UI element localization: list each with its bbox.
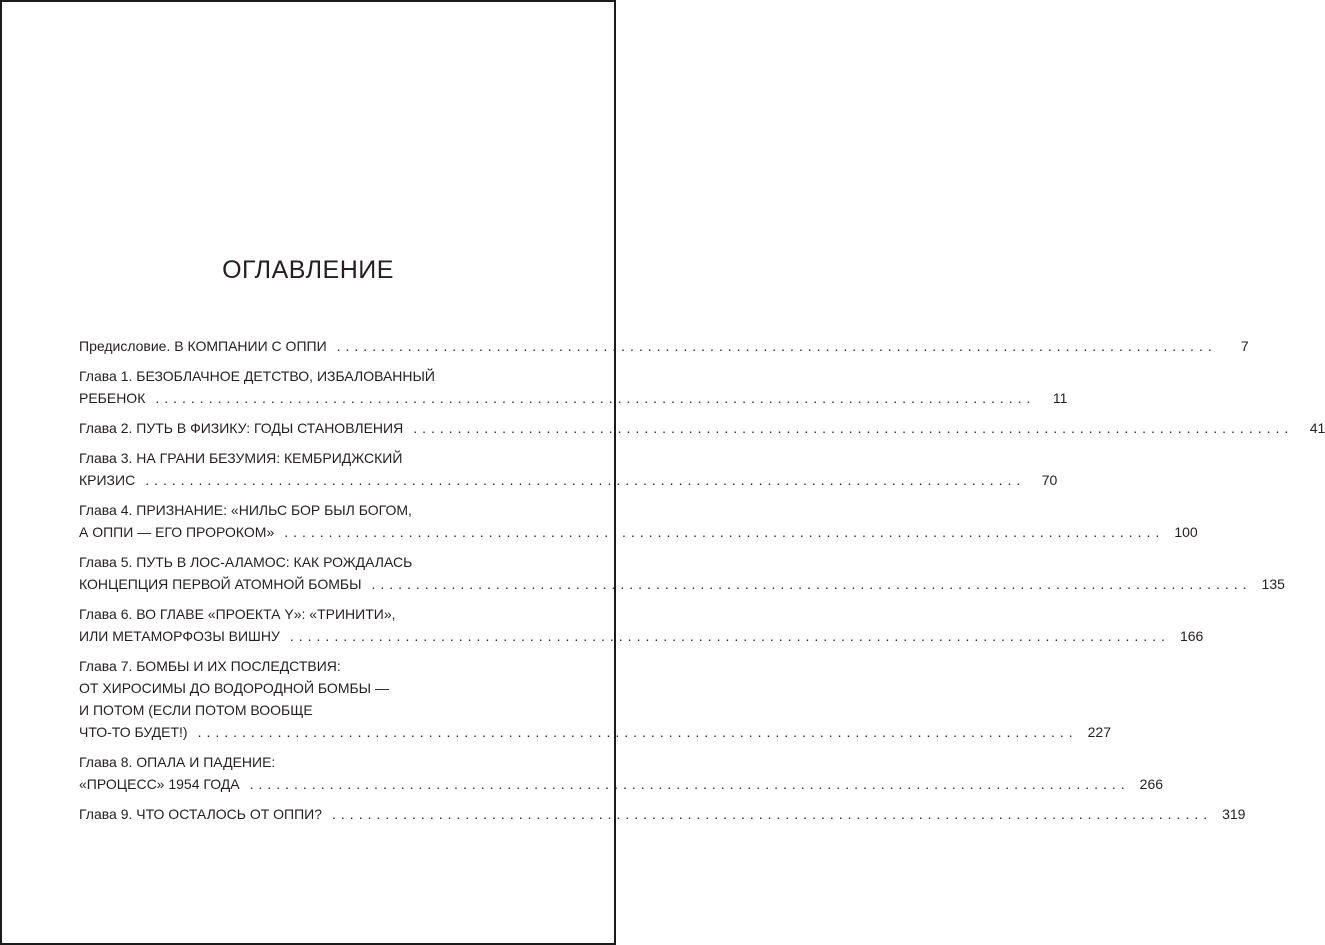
- toc-entry-text: Глава 5. ПУТЬ В ЛОС-АЛАМОС: КАК РОЖДАЛАСЬ: [79, 554, 413, 570]
- toc-page-number: 7: [1240, 338, 1249, 354]
- toc-entry[interactable]: [79, 335, 1249, 357]
- toc-page-number: 166: [1179, 628, 1204, 644]
- toc-page-number: 100: [1174, 524, 1198, 540]
- toc-entry-text: Предисловие. В КОМПАНИИ С ОППИ: [79, 338, 327, 354]
- toc-entry-last-line: [79, 773, 1164, 795]
- toc-entry-text: КРИЗИС: [79, 472, 136, 488]
- page-title: ОГЛАВЛЕНИЕ: [222, 256, 394, 284]
- toc-entry-text: Глава 2. ПУТЬ В ФИЗИКУ: ГОДЫ СТАНОВЛЕНИЯ: [79, 420, 404, 436]
- toc-entry-last-line: [79, 335, 1249, 357]
- dot-leader: ...................................................................................................: [336, 338, 1217, 354]
- dot-leader: ...................................................................................................: [289, 628, 1170, 644]
- toc-page-number: 41: [1309, 420, 1325, 436]
- dot-leader: ...................................................................................................: [413, 420, 1294, 436]
- toc-entry-text: Глава 7. БОМБЫ И ИХ ПОСЛЕДСТВИЯ:: [79, 658, 341, 674]
- toc-entry-last-line: [79, 469, 1058, 491]
- toc-entry-text: Глава 4. ПРИЗНАНИЕ: «НИЛЬС БОР БЫЛ БОГОМ,: [79, 502, 412, 518]
- toc-entry-last-line: [79, 521, 1198, 543]
- toc-entry[interactable]: [79, 417, 1325, 439]
- toc-page-number: 319: [1222, 806, 1246, 822]
- toc-entry[interactable]: [79, 499, 1198, 543]
- toc-entry-last-line: [79, 417, 1325, 439]
- toc-entry[interactable]: [79, 603, 1204, 647]
- toc-entry-text: Глава 1. БЕЗОБЛАЧНОЕ ДЕТСТВО, ИЗБАЛОВАННЫЙ: [79, 368, 435, 384]
- toc-entry-text: ЧТО-ТО БУДЕТ!): [79, 724, 188, 740]
- toc-entry[interactable]: [79, 447, 1058, 491]
- toc-entry-last-line: [79, 573, 1285, 595]
- toc-entry-text: ИЛИ МЕТАМОРФОЗЫ ВИШНУ: [79, 628, 280, 644]
- toc-page-number: 266: [1139, 776, 1164, 792]
- toc-entry[interactable]: [79, 551, 1285, 595]
- toc-entry-last-line: [79, 803, 1246, 825]
- toc-entry-text: ОТ ХИРОСИМЫ ДО ВОДОРОДНОЙ БОМБЫ —: [79, 680, 389, 696]
- toc-entry-text: А ОППИ — ЕГО ПРОРОКОМ»: [79, 524, 275, 540]
- toc-entry[interactable]: [79, 365, 1068, 409]
- toc-entry-text: Глава 3. НА ГРАНИ БЕЗУМИЯ: КЕМБРИДЖСКИЙ: [79, 450, 403, 466]
- table-of-contents: [79, 335, 1325, 833]
- toc-page-number: 227: [1087, 724, 1111, 740]
- dot-leader: ...................................................................................................: [332, 806, 1213, 822]
- dot-leader: ...................................................................................................: [155, 390, 1036, 406]
- toc-entry-last-line: [79, 721, 1111, 743]
- toc-entry-text: КОНЦЕПЦИЯ ПЕРВОЙ АТОМНОЙ БОМБЫ: [79, 576, 362, 592]
- dot-leader: ...................................................................................................: [284, 524, 1165, 540]
- dot-leader: ...................................................................................................: [249, 776, 1130, 792]
- toc-entry-text: РЕБЕНОК: [79, 390, 146, 406]
- toc-entry[interactable]: [79, 751, 1164, 795]
- toc-entry-text: Глава 9. ЧТО ОСТАЛОСЬ ОТ ОППИ?: [79, 806, 323, 822]
- toc-entry[interactable]: [79, 655, 1111, 743]
- toc-entry[interactable]: [79, 803, 1246, 825]
- dot-leader: ...................................................................................................: [145, 472, 1026, 488]
- toc-entry-text: «ПРОЦЕСС» 1954 ГОДА: [79, 776, 240, 792]
- toc-entry-last-line: [79, 387, 1068, 409]
- toc-page-number: 135: [1261, 576, 1285, 592]
- toc-page-number: 70: [1041, 472, 1058, 488]
- toc-entry-text: Глава 8. ОПАЛА И ПАДЕНИЕ:: [79, 754, 276, 770]
- toc-page-number: 11: [1052, 390, 1068, 406]
- toc-entry-text: Глава 6. ВО ГЛАВЕ «ПРОЕКТА Y»: «ТРИНИТИ»,: [79, 606, 396, 622]
- toc-entry-last-line: [79, 625, 1204, 647]
- toc-entry-text: И ПОТОМ (ЕСЛИ ПОТОМ ВООБЩЕ: [79, 702, 313, 718]
- dot-leader: ...................................................................................................: [197, 724, 1078, 740]
- dot-leader: ...................................................................................................: [371, 576, 1252, 592]
